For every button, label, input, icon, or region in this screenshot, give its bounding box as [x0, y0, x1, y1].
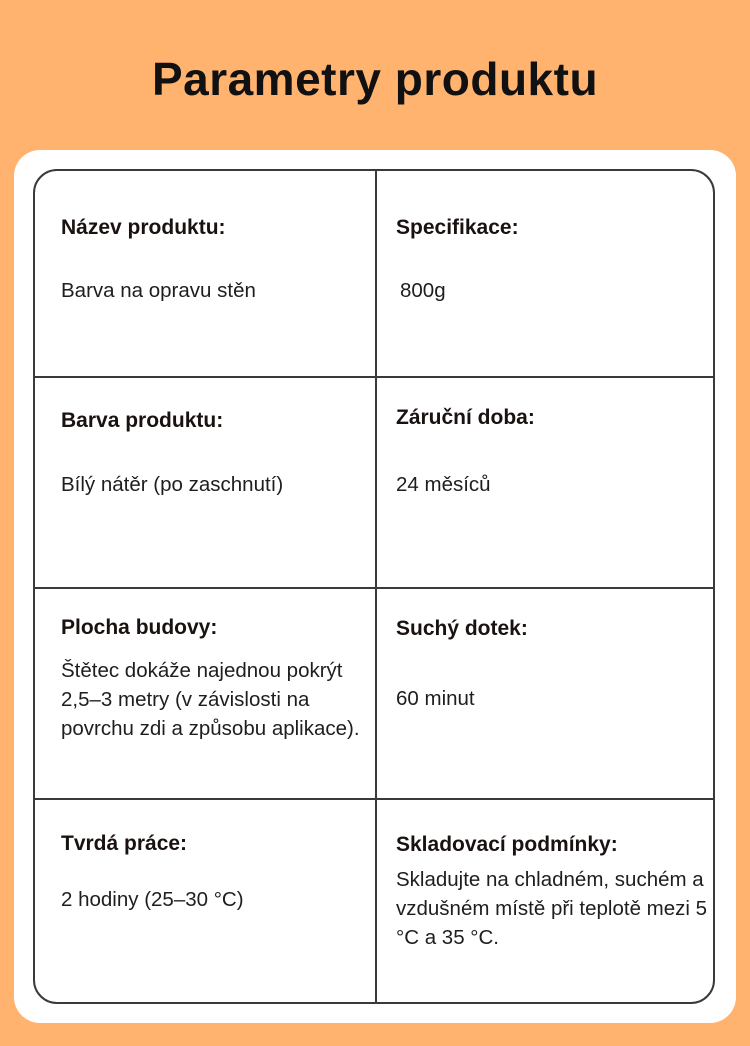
warranty-value: 24 měsíců — [396, 473, 491, 496]
building-area-value: Štětec dokáže najednou pokrýt 2,5–3 metry (v závislosti na povrchu zdi a způsobu aplikace). — [61, 659, 360, 740]
specification-label: Specifikace: — [396, 216, 519, 239]
building-area-label: Plocha budovy: — [61, 616, 218, 639]
hard-dry-label: Tvrdá práce: — [61, 832, 188, 855]
product-name-value: Barva na opravu stěn — [61, 279, 256, 302]
row-divider — [35, 798, 713, 800]
parameters-table — [33, 169, 715, 1004]
product-color-value: Bílý nátěr (po zaschnutí) — [61, 473, 284, 496]
product-name-label: Název produktu: — [61, 216, 226, 239]
touch-dry-label: Suchý dotek: — [396, 617, 528, 640]
storage-conditions-value: Skladujte na chladném, suchém a vzdušném místě při teplotě mezi 5 °C a 35 °C. — [396, 868, 708, 949]
touch-dry-value: 60 minut — [396, 687, 475, 710]
product-color-label: Barva produktu: — [61, 409, 224, 432]
hard-dry-value: 2 hodiny (25–30 °C) — [61, 888, 244, 911]
specification-value: 800g — [400, 279, 446, 302]
row-divider — [35, 376, 713, 378]
page-title: Parametry produktu — [151, 53, 599, 105]
warranty-label: Záruční doba: — [396, 406, 535, 429]
row-divider — [35, 587, 713, 589]
storage-conditions-label: Skladovací podmínky: — [396, 833, 618, 856]
